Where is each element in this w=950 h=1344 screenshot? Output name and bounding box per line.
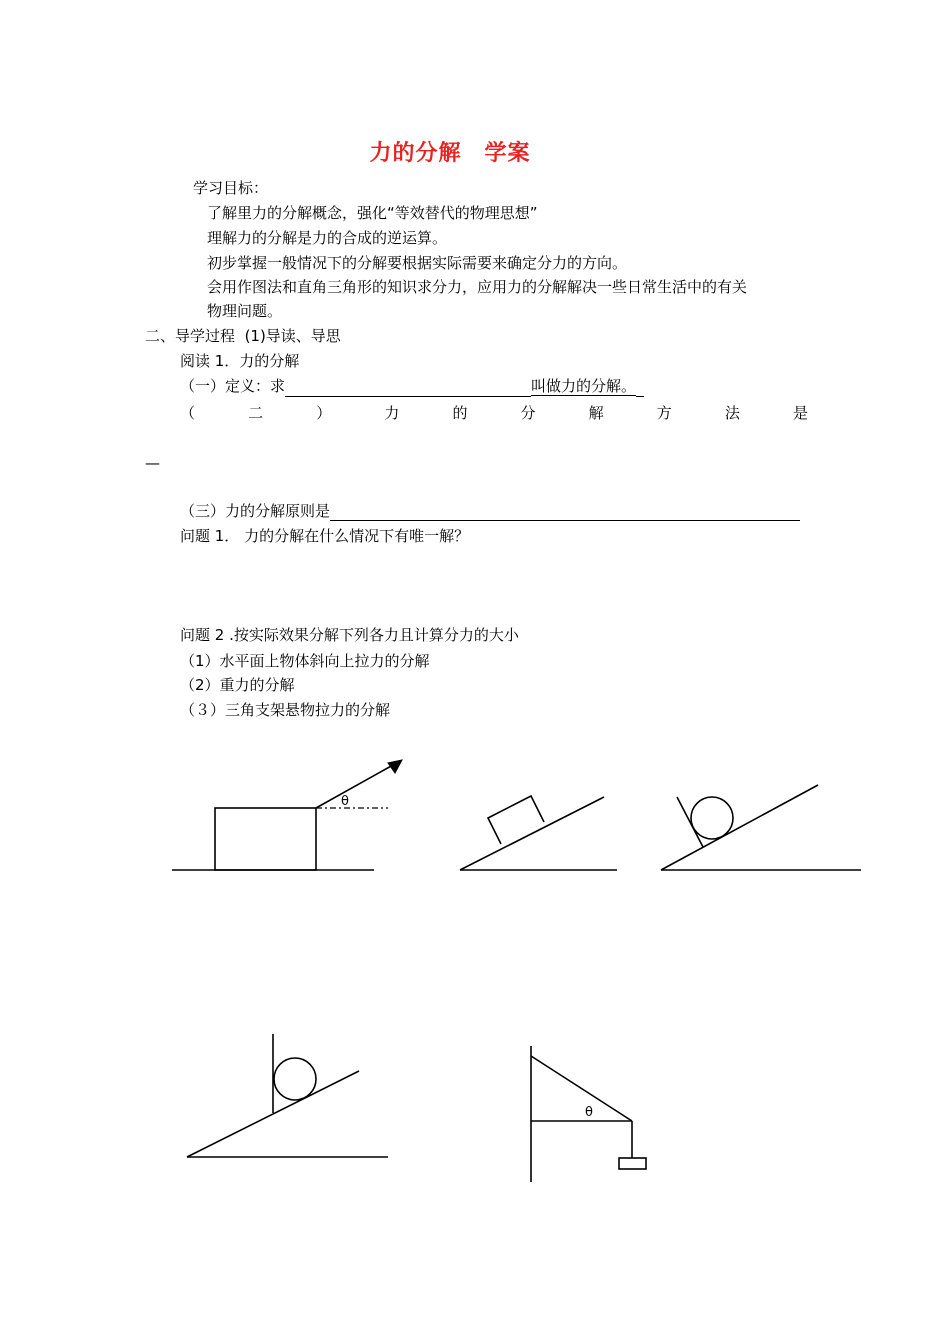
sub-item: （2）重力的分解 <box>180 676 295 694</box>
board <box>677 797 703 847</box>
method-char: 力 <box>384 404 400 422</box>
method-char: （ <box>180 404 196 422</box>
question-1: 问题 1． 力的分解在什么情况下有唯一解？ <box>180 527 470 545</box>
figure-bracket <box>531 1046 646 1182</box>
figure-ball-incline-board <box>661 785 861 870</box>
definition-suffix: 叫做力的分解。 <box>531 377 637 395</box>
block <box>215 808 316 870</box>
force-arrow-line <box>316 765 393 808</box>
sub-item: （1）水平面上物体斜向上拉力的分解 <box>180 652 430 670</box>
incline-slope <box>661 785 818 870</box>
figure-block-pull <box>172 760 402 870</box>
sub-item: （３）三角支架悬物拉力的分解 <box>180 701 391 719</box>
hanging-weight <box>619 1158 646 1169</box>
arrow-head-icon <box>388 760 402 773</box>
objective-item: 会用作图法和直角三角形的知识求分力，应用力的分解解决一些日常生活中的有关 <box>207 278 748 296</box>
objectives-heading: 学习目标： <box>193 179 269 197</box>
incline-slope <box>460 797 604 870</box>
page-title: 力的分解 学案 <box>369 141 531 166</box>
objective-item: 理解力的分解是力的合成的逆运算。 <box>207 229 448 247</box>
angle-label: θ <box>341 794 349 809</box>
objective-item: 物理问题。 <box>207 302 283 320</box>
process-subheading: (1)导读、导思 <box>244 327 341 345</box>
method-char: 分 <box>520 404 536 422</box>
ball <box>274 1058 316 1100</box>
question-2: 问题 2 .按实际效果分解下列各力且计算分力的大小 <box>180 626 519 644</box>
method-char: 方 <box>656 404 672 422</box>
block-on-incline <box>488 796 544 844</box>
method-char: 的 <box>452 404 468 422</box>
angle-label: θ <box>585 1105 593 1120</box>
method-dash: — <box>145 454 160 472</box>
definition-prefix: （一）定义：求 <box>180 377 286 395</box>
method-char: ） <box>316 404 332 422</box>
method-char: 二 <box>248 404 264 422</box>
ball <box>691 797 733 839</box>
figure-ball-incline-wall <box>187 1034 388 1157</box>
slanted-rod <box>531 1056 632 1121</box>
objective-item: 初步掌握一般情况下的分解要根据实际需要来确定分力的方向。 <box>207 254 628 272</box>
method-char: 是 <box>792 404 808 422</box>
objective-item: 了解里力的分解概念，强化“等效替代的物理思想” <box>207 204 538 222</box>
method-char: 解 <box>588 404 604 422</box>
principle-label: （三）力的分解原则是 <box>180 502 331 520</box>
process-heading-text: 二、导学过程 <box>145 327 236 345</box>
figure-block-incline <box>460 796 617 870</box>
method-char: 法 <box>724 404 740 422</box>
reading-heading: 阅读 1．力的分解 <box>180 352 300 370</box>
